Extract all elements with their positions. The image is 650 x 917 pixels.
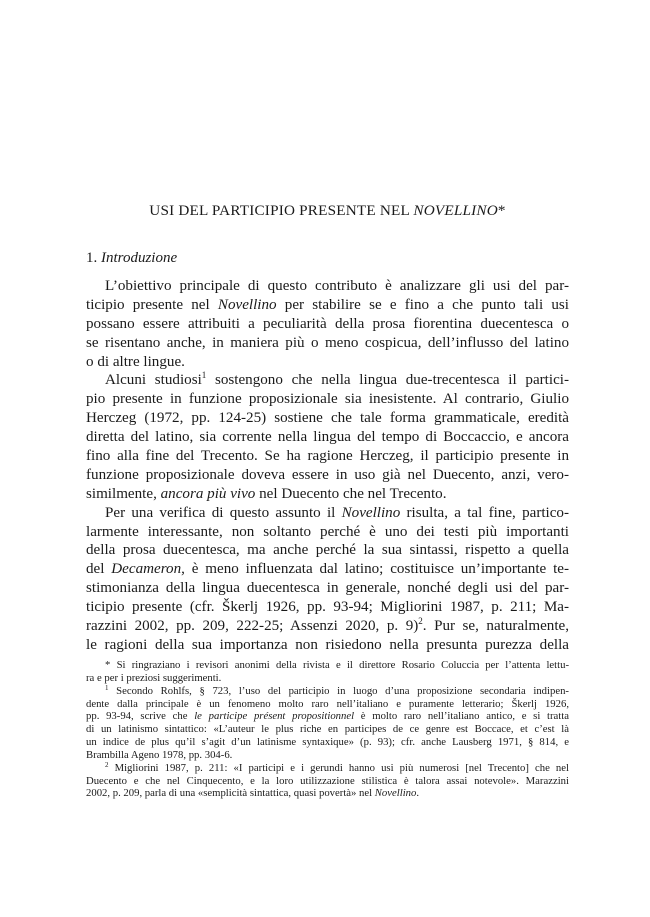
text-run: dente dalla principale è un fenomeno molto raro nell’italiano e puramente letterario; Škerlj 1926, bbox=[86, 697, 569, 710]
text-run: ticipio presente (cfr. Škerlj 1926, pp. 93-94; Migliorini 1987, p. 211; Ma- bbox=[86, 599, 569, 616]
paragraph-1 bbox=[86, 277, 569, 371]
text-run: Migliorini 1987, p. 211: «I participi e i gerundi hanno usi più numerosi [nel Trecento] che nel bbox=[108, 761, 569, 774]
text-line bbox=[86, 504, 569, 523]
text-run: Secondo Rohlfs, § 723, l’uso del participio in luogo d’una proposizione secondaria indipen- bbox=[108, 684, 569, 697]
footnote-2 bbox=[86, 762, 569, 801]
text-run: pio presente in funzione proposizionale sia inesistente. Al contrario, Giulio bbox=[86, 391, 569, 408]
text-line bbox=[86, 775, 569, 788]
text-run: nel Duecento che nel Trecento. bbox=[255, 485, 447, 502]
text-run: ra e per i preziosi suggerimenti. bbox=[86, 671, 222, 684]
text-line bbox=[86, 466, 569, 485]
text-line bbox=[86, 541, 569, 560]
text-run: 2002, p. 209, parla di una «semplicità sintattica, quasi povertà» nel bbox=[86, 787, 375, 800]
text-run: . bbox=[416, 787, 420, 800]
text-line bbox=[86, 762, 569, 775]
text-line bbox=[86, 371, 569, 390]
text-run: similmente, bbox=[86, 485, 161, 502]
italic-run: Novellino bbox=[341, 504, 401, 521]
article-title bbox=[86, 202, 569, 220]
footnote-acknowledgement bbox=[86, 659, 569, 685]
text-line bbox=[86, 560, 569, 579]
text-run: ticipio presente nel bbox=[86, 296, 218, 313]
text-line bbox=[86, 409, 569, 428]
text-run: Per una verifica di questo assunto il bbox=[105, 504, 342, 521]
text-run: se risentano anche, in maniera più o meno cospicua, dell’influsso del latino bbox=[86, 334, 569, 351]
text-run: della prosa duecentesca, ma anche perché la sua sintassi, rispetto a quella bbox=[86, 542, 569, 559]
text-line bbox=[86, 685, 569, 698]
footnote-reference: 2 bbox=[105, 760, 109, 769]
text-line bbox=[86, 485, 569, 504]
text-line bbox=[86, 698, 569, 711]
text-line bbox=[86, 334, 569, 353]
text-line bbox=[86, 353, 569, 372]
text-run: . Pur se, naturalmente, bbox=[422, 618, 569, 635]
italic-run: Novellino bbox=[374, 787, 417, 800]
text-line bbox=[86, 659, 569, 672]
text-line bbox=[86, 617, 569, 636]
italic-run: Decameron bbox=[111, 561, 182, 578]
text-line bbox=[86, 390, 569, 409]
paragraph-2 bbox=[86, 371, 569, 503]
body-text bbox=[86, 277, 569, 655]
text-run: Brambilla Ageno 1978, pp. 304-6. bbox=[86, 748, 233, 761]
article-title-italic: NOVELLINO bbox=[413, 202, 498, 219]
text-line bbox=[86, 710, 569, 723]
text-run: funzione proposizionale doveva essere in uso già nel Duecento, anzi, vero- bbox=[86, 466, 569, 483]
paragraph-3 bbox=[86, 504, 569, 655]
text-run: , è meno influenzata dal latino; costituisce un’importante te- bbox=[181, 561, 569, 578]
text-run: risulta, a tal fine, partico- bbox=[400, 504, 570, 521]
text-run: fino alla fine del Trecento. Se ha ragione Herczeg, il participio presente in bbox=[86, 448, 569, 465]
text-line bbox=[86, 523, 569, 542]
text-line bbox=[86, 749, 569, 762]
text-line bbox=[86, 277, 569, 296]
text-run: possano essere attribuiti a peculiarità della prosa fiorentina duecentesca o bbox=[86, 315, 569, 332]
text-run: stimonianza della lingua duecentesca in generale, nonché degli usi del par- bbox=[86, 580, 569, 597]
text-run: sostengono che nella lingua due-trecentesca il partici- bbox=[206, 372, 569, 389]
italic-run: ancora più vivo bbox=[160, 485, 256, 502]
footnote-reference: 2 bbox=[418, 616, 423, 627]
text-line bbox=[86, 315, 569, 334]
text-run: del bbox=[86, 561, 112, 578]
italic-run: le participe présent propositionnel bbox=[194, 710, 355, 723]
text-line bbox=[86, 296, 569, 315]
article-title-text: USI DEL PARTICIPIO PRESENTE NEL bbox=[149, 202, 414, 219]
section-heading bbox=[86, 250, 177, 267]
footnote-reference: 1 bbox=[201, 370, 207, 381]
text-line bbox=[86, 636, 569, 655]
text-run: Duecento e che nel Cinquecento, e la loro utilizzazione stilistica è talora assai notevole». Marazzini bbox=[86, 774, 569, 787]
text-run: L’obiettivo principale di questo contributo è analizzare gli usi del par- bbox=[105, 278, 569, 294]
section-label: Introduzione bbox=[101, 250, 178, 266]
text-run: Alcuni studiosi bbox=[105, 372, 202, 389]
text-run: di un latinismo sintattico: «L’auteur le plus riche en participes de ce genre est Boccace, et c’est là bbox=[86, 723, 569, 736]
section-number: 1. bbox=[86, 250, 101, 266]
text-run: un indice de plus qu’il s’agit d’un latinisme syntaxique» (p. 93); cfr. anche Lausberg 1971, § 814, e bbox=[86, 736, 569, 749]
text-run: razzini 2002, pp. 209, 222-25; Assenzi 2020, p. 9) bbox=[86, 618, 419, 635]
text-line bbox=[86, 428, 569, 447]
text-run: le ragioni della sua importanza non risiedono nella presunta purezza della bbox=[86, 636, 569, 653]
text-line bbox=[86, 672, 569, 685]
text-line bbox=[86, 736, 569, 749]
text-line bbox=[86, 579, 569, 598]
italic-run: Novellino bbox=[217, 296, 277, 313]
text-line bbox=[86, 598, 569, 617]
text-line bbox=[86, 723, 569, 736]
footnotes bbox=[86, 659, 569, 800]
footnote-reference: 1 bbox=[105, 683, 109, 692]
text-run: Herczeg (1972, pp. 124-25) sostiene che tale forma grammaticale, eredità bbox=[86, 410, 569, 427]
text-run: è molto raro nell’italiano antico, e si tratta bbox=[354, 710, 569, 723]
text-run: o di altre lingue. bbox=[86, 353, 185, 370]
text-run: * Si ringraziano i revisori anonimi della rivista e il direttore Rosario Coluccia per l’attenta lettu- bbox=[105, 659, 569, 671]
text-line bbox=[86, 787, 569, 800]
text-run: per stabilire se e fino a che punto tali usi bbox=[276, 296, 569, 313]
article-title-footnote-mark: * bbox=[497, 202, 506, 219]
text-run: diretta del latino, sia corrente nella lingua del tempo di Boccaccio, e ancora bbox=[86, 429, 569, 446]
footnote-1 bbox=[86, 685, 569, 762]
text-run: pp. 93-94, scrive che bbox=[86, 710, 195, 723]
text-run: larmente interessante, non soltanto perché è uno dei testi più importanti bbox=[86, 523, 569, 540]
text-line bbox=[86, 447, 569, 466]
